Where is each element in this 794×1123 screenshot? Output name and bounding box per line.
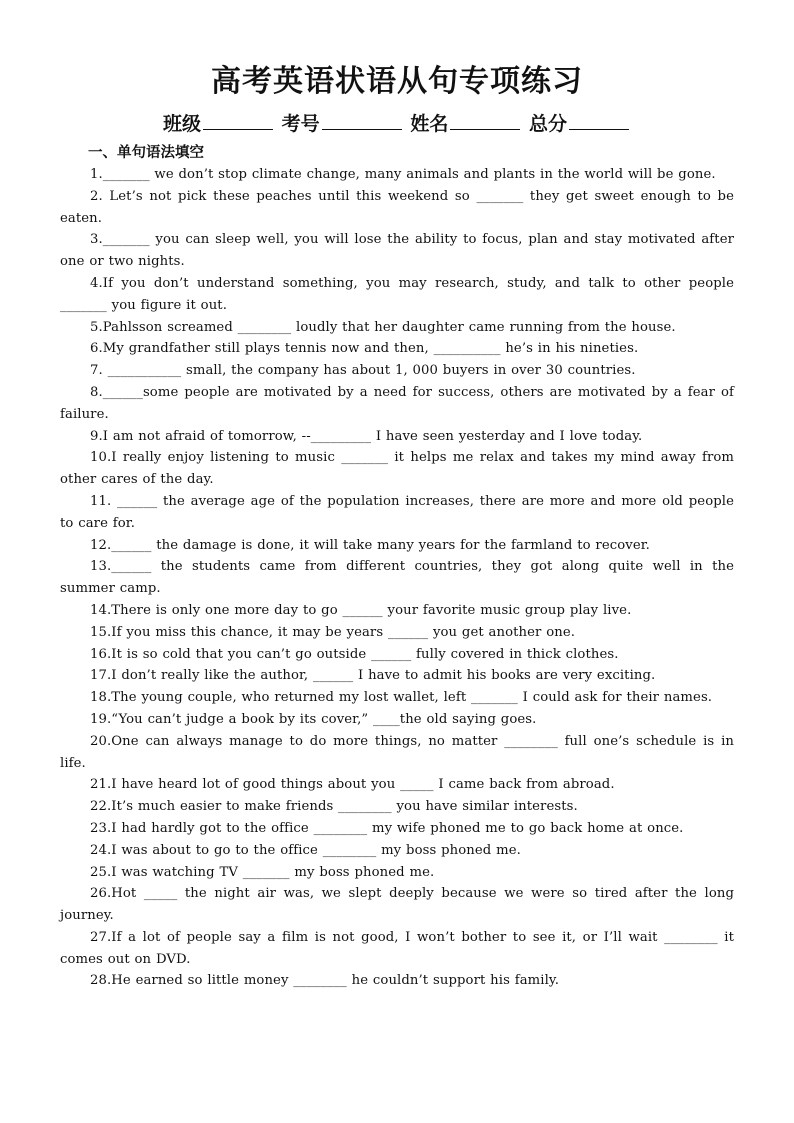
- question-item: 26.Hot _____ the night air was, we slept deeply because we were so tired after the long journey.: [60, 886, 734, 924]
- question-item: 2. Let’s not pick these peaches until this weekend so _______ they get sweet enough to be eaten.: [60, 188, 734, 226]
- exam-number-label: 考号: [281, 113, 320, 135]
- name-label: 姓名: [410, 113, 449, 135]
- question-item: 20.One can always manage to do more things, no matter ________ full one’s schedule is in life.: [60, 733, 734, 771]
- section-heading: 一、单句语法填空: [88, 145, 204, 161]
- question-item: 14.There is only one more day to go ______ your favorite music group play live.: [90, 602, 632, 618]
- question-item: 3._______ you can sleep well, you will lose the ability to focus, plan and stay motivated after one or two nights.: [60, 232, 734, 270]
- score-blank[interactable]: [569, 111, 629, 130]
- question-item: 9.I am not afraid of tomorrow, --_________ I have seen yesterday and I love today.: [90, 428, 643, 444]
- question-item: 1._______ we don’t stop climate change, many animals and plants in the world will be gone.: [90, 167, 716, 182]
- question-item: 23.I had hardly got to the office ________ my wife phoned me to go back home at once.: [90, 820, 684, 836]
- question-item: 7. ___________ small, the company has about 1, 000 buyers in over 30 countries.: [90, 363, 636, 379]
- question-item: 15.If you miss this chance, it may be years ______ you get another one.: [90, 624, 576, 640]
- question-list: [60, 164, 734, 992]
- student-info-line: [60, 110, 734, 138]
- class-blank[interactable]: [203, 111, 273, 130]
- question-item: 18.The young couple, who returned my lost wallet, left _______ I could ask for their names.: [90, 690, 713, 706]
- question-item: 17.I don’t really like the author, ______ I have to admit his books are very exciting.: [90, 668, 656, 684]
- class-label: 班级: [163, 113, 202, 135]
- question-item: 22.It’s much easier to make friends ________ you have similar interests.: [90, 799, 578, 815]
- question-item: 10.I really enjoy listening to music _______ it helps me relax and takes my mind away from other cares of the day.: [60, 450, 734, 488]
- question-item: 4.If you don’t understand something, you may research, study, and talk to other people _______ you figure it out.: [60, 275, 734, 313]
- question-item: 13.______ the students came from different countries, they got along quite well in the summer camp.: [60, 559, 734, 597]
- question-item: 21.I have heard lot of good things about you _____ I came back from abroad.: [90, 777, 615, 793]
- exam-number-blank[interactable]: [322, 111, 402, 130]
- question-item: 16.It is so cold that you can’t go outside ______ fully covered in thick clothes.: [90, 646, 619, 662]
- page-title: 高考英语状语从句专项练习: [211, 64, 583, 99]
- question-item: 6.My grandfather still plays tennis now and then, __________ he’s in his nineties.: [90, 341, 639, 357]
- score-label: 总分: [528, 113, 567, 135]
- question-item: 25.I was watching TV _______ my boss phoned me.: [90, 864, 435, 880]
- question-item: 11. ______ the average age of the population increases, there are more and more old people to care for.: [60, 493, 734, 531]
- question-item: 28.He earned so little money ________ he couldn’t support his family.: [90, 973, 560, 989]
- question-item: 12.______ the damage is done, it will take many years for the farmland to recover.: [90, 537, 650, 553]
- question-item: 19.“You can’t judge a book by its cover,” ____the old saying goes.: [90, 711, 537, 727]
- name-blank[interactable]: [450, 111, 520, 130]
- question-item: 5.Pahlsson screamed ________ loudly that her daughter came running from the house.: [90, 319, 676, 335]
- question-item: 27.If a lot of people say a film is not good, I won’t bother to see it, or I’ll wait ________ it comes out on DVD.: [60, 929, 734, 967]
- question-item: 8.______some people are motivated by a need for success, others are motivated by a fear of failure.: [60, 384, 734, 422]
- question-item: 24.I was about to go to the office ________ my boss phoned me.: [90, 842, 521, 858]
